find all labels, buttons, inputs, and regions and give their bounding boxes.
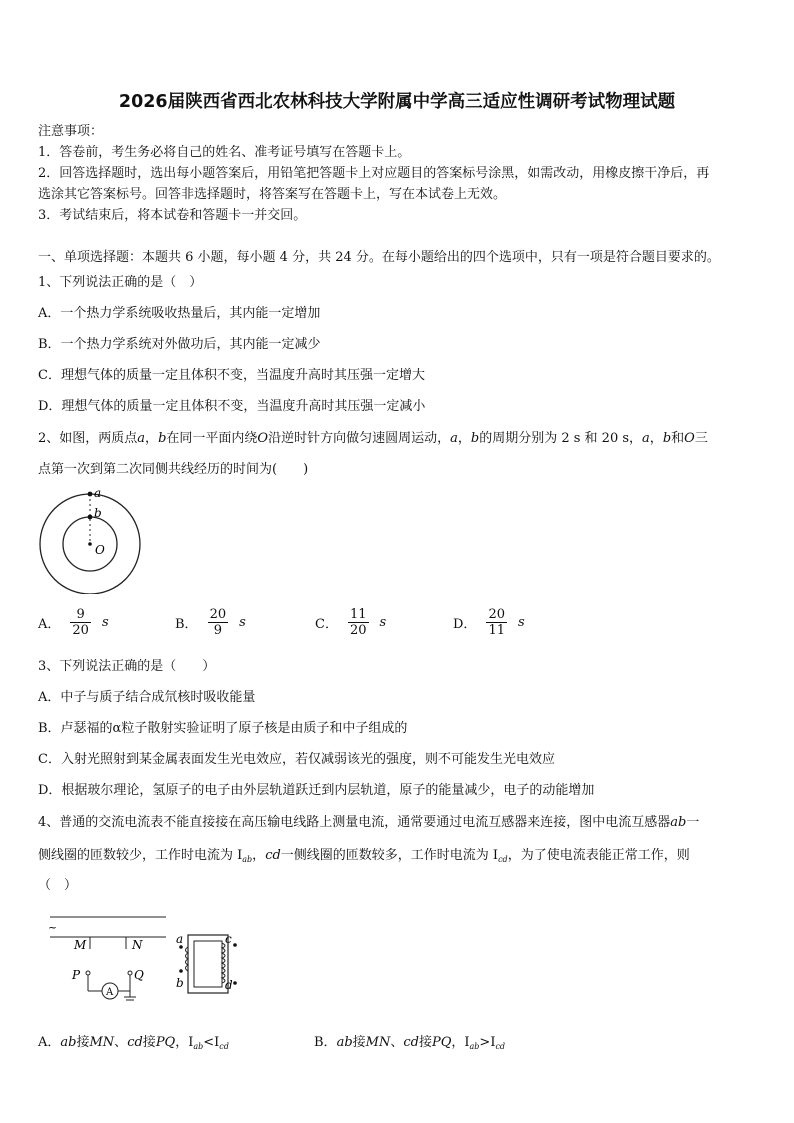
label-p: P [72,968,81,982]
current-transformer-circuit-diagram [38,905,248,1005]
label-m: M [74,938,87,952]
notice-item: 2．回答选择题时，选出每小题答案后，用铅笔把答题卡上对应题目的答案标号涂黑，如需改动，用橡皮擦干净后，再 [38,166,710,181]
question-4-option-a: A．ab接MN、cd接PQ，$I_{ab}<I_{cd}$ [38,1035,229,1051]
question-3-stem: 3、下列说法正确的是（ ） [38,659,216,674]
question-2-choice-d: D． $\frac{20}{11}$ s [453,607,525,638]
section-heading: 一、单项选择题：本题共 6 小题，每小题 4 分，共 24 分。在每小题给出的四个选项中，只有一项是符合题目要求的。 [38,250,720,265]
question-4-option-b: B．ab接MN、cd接PQ，$I_{ab}>I_{cd}$ [314,1035,506,1051]
question-1-option-d: D．理想气体的质量一定且体积不变，当温度升高时其压强一定减小 [38,399,426,414]
page-title: 2026届陕西省西北农林科技大学附属中学高三适应性调研考试物理试题 [118,92,676,112]
point-b [88,515,93,520]
concentric-orbits-diagram [38,484,142,594]
question-1-stem: 1、下列说法正确的是（ ） [38,275,203,290]
label-q: Q [134,968,144,982]
question-4-stem-line2: 侧线圈的匝数较少，工作时电流为 $I_{ab}$，cd一侧线圈的匝数较多，工作时电流为 $I_{cd}$，为了使电流表能正常工作，则 [38,848,690,864]
notice-item: 1．答卷前，考生务必将自己的姓名、准考证号填写在答题卡上。 [38,145,411,160]
notice-item: 选涂其它答案标号。回答非选择题时，将答案写在答题卡上，写在本试卷上无效。 [38,187,507,202]
ac-symbol: ~ [48,921,58,934]
label-a: a [176,932,184,946]
notice-item: 3．考试结束后，将本试卷和答题卡一并交回。 [38,208,307,223]
question-4-stem-line3: （ ） [38,878,78,893]
question-1-option-b: B．一个热力学系统对外做功后，其内能一定减少 [38,337,321,352]
notice-heading: 注意事项： [38,124,104,139]
question-2-stem: 2、如图，两质点a，b在同一平面内绕O沿逆时针方向做匀速圆周运动，a，b的周期分别为 2 s 和 20 s，a，b和O三 [38,431,708,446]
question-3-option-b: B．卢瑟福的α粒子散射实验证明了原子核是由质子和中子组成的 [38,721,408,736]
question-3-option-d: D．根据玻尔理论，氢原子的电子由外层轨道跃迁到内层轨道，原子的能量减少，电子的动能增加 [38,783,595,798]
label-c: c [225,932,232,946]
question-1-option-a: A．一个热力学系统吸收热量后，其内能一定增加 [38,306,321,321]
label-b: b [176,976,184,990]
question-2-choices [38,607,758,647]
label-a: a [94,486,102,500]
question-3-option-a: A．中子与质子结合成氘核时吸收能量 [38,690,256,705]
ammeter-label: A [106,987,114,998]
center-point-o [88,542,92,546]
question-2-choice-c: C． $\frac{11}{20}$ s [315,607,387,638]
point-a [88,492,93,497]
question-3-option-c: C．入射光照射到某金属表面发生光电效应，若仅减弱该光的强度，则不可能发生光电效应 [38,752,555,767]
question-2-stem-line2: 点第一次到第二次同侧共线经历的时间为( ) [38,462,309,477]
question-2-choice-a: A． $\frac{9}{20}$ s [38,607,109,638]
label-b: b [94,506,102,520]
question-4-stem: 4、普通的交流电流表不能直接接在高压输电线路上测量电流，通常要通过电流互感器来连接，图中电流互感器ab一 [38,815,700,830]
label-o: O [95,543,105,557]
question-1-option-c: C．理想气体的质量一定且体积不变，当温度升高时其压强一定增大 [38,368,425,383]
question-2-choice-b: B． $\frac{20}{9}$ s [175,607,246,638]
label-d: d [225,978,233,992]
label-n: N [132,938,143,952]
